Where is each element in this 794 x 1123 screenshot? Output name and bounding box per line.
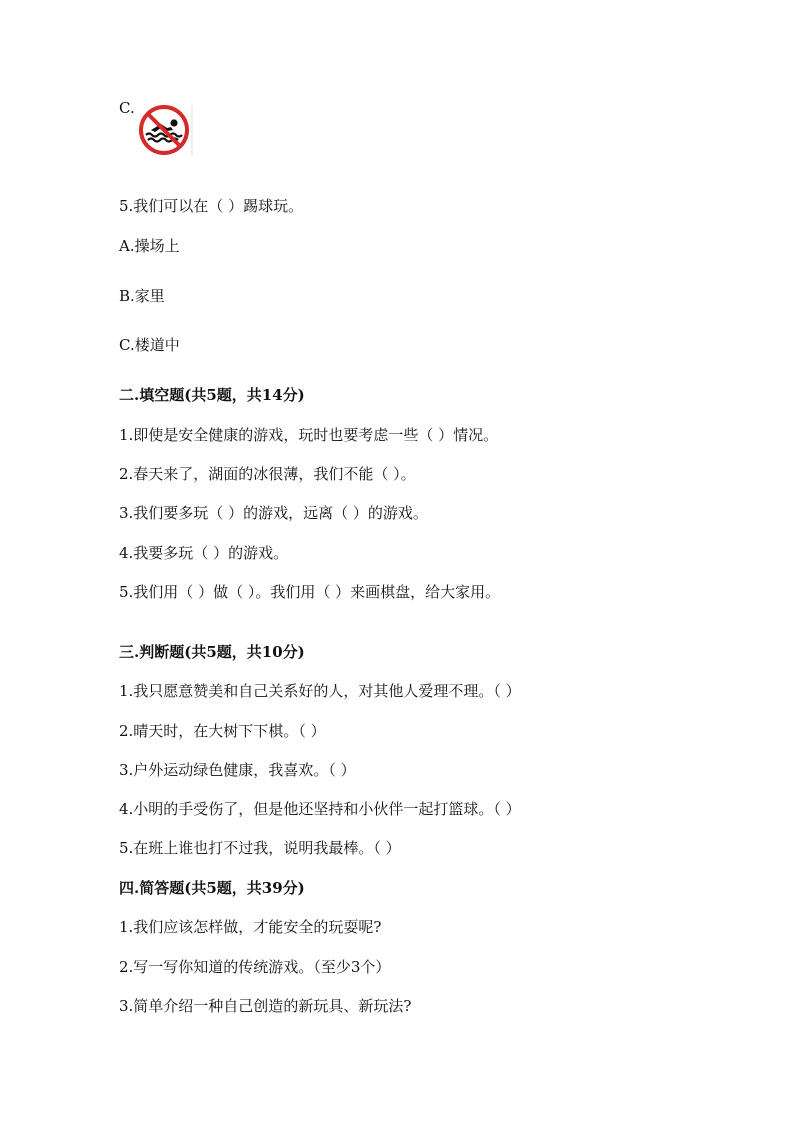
option-c-label: C. xyxy=(119,99,135,117)
judge-item-5: 5.在班上谁也打不过我，说明我最棒。（ ） xyxy=(119,839,401,857)
judge-item-3: 3.户外运动绿色健康，我喜欢。（ ） xyxy=(119,761,356,779)
answer-item-2: 2.写一写你知道的传统游戏。（至少3个） xyxy=(119,958,391,976)
judge-item-1: 1.我只愿意赞美和自己关系好的人，对其他人爱理不理。（ ） xyxy=(119,682,521,700)
question-5-option-b: B.家里 xyxy=(119,287,165,305)
judge-item-2: 2.晴天时，在大树下下棋。（ ） xyxy=(119,722,326,740)
fill-item-3: 3.我们要多玩（ ）的游戏，远离（ ）的游戏。 xyxy=(119,504,428,522)
section-2-title: 二.填空题(共5题，共14分) xyxy=(119,386,305,404)
fill-item-2: 2.春天来了，湖面的冰很薄，我们不能（ ）。 xyxy=(119,465,416,483)
question-5-option-a: A.操场上 xyxy=(119,237,180,255)
section-3-title: 三.判断题(共5题，共10分) xyxy=(119,643,305,661)
fill-item-4: 4.我要多玩（ ）的游戏。 xyxy=(119,544,289,562)
fill-item-5: 5.我们用（ ）做（ ）。我们用（ ）来画棋盘，给大家用。 xyxy=(119,583,501,601)
judge-item-4: 4.小明的手受伤了，但是他还坚持和小伙伴一起打篮球。（ ） xyxy=(119,800,521,818)
section-4-title: 四.简答题(共5题，共39分) xyxy=(119,879,305,897)
fill-item-1: 1.即使是安全健康的游戏，玩时也要考虑一些（ ）情况。 xyxy=(119,426,499,444)
answer-item-3: 3.简单介绍一种自己创造的新玩具、新玩法? xyxy=(119,997,412,1015)
question-5-stem: 5.我们可以在（ ）踢球玩。 xyxy=(119,197,304,215)
question-5-option-c: C.楼道中 xyxy=(119,336,180,354)
no-swimming-sign-icon xyxy=(137,103,193,157)
answer-item-1: 1.我们应该怎样做，才能安全的玩耍呢? xyxy=(119,918,382,936)
